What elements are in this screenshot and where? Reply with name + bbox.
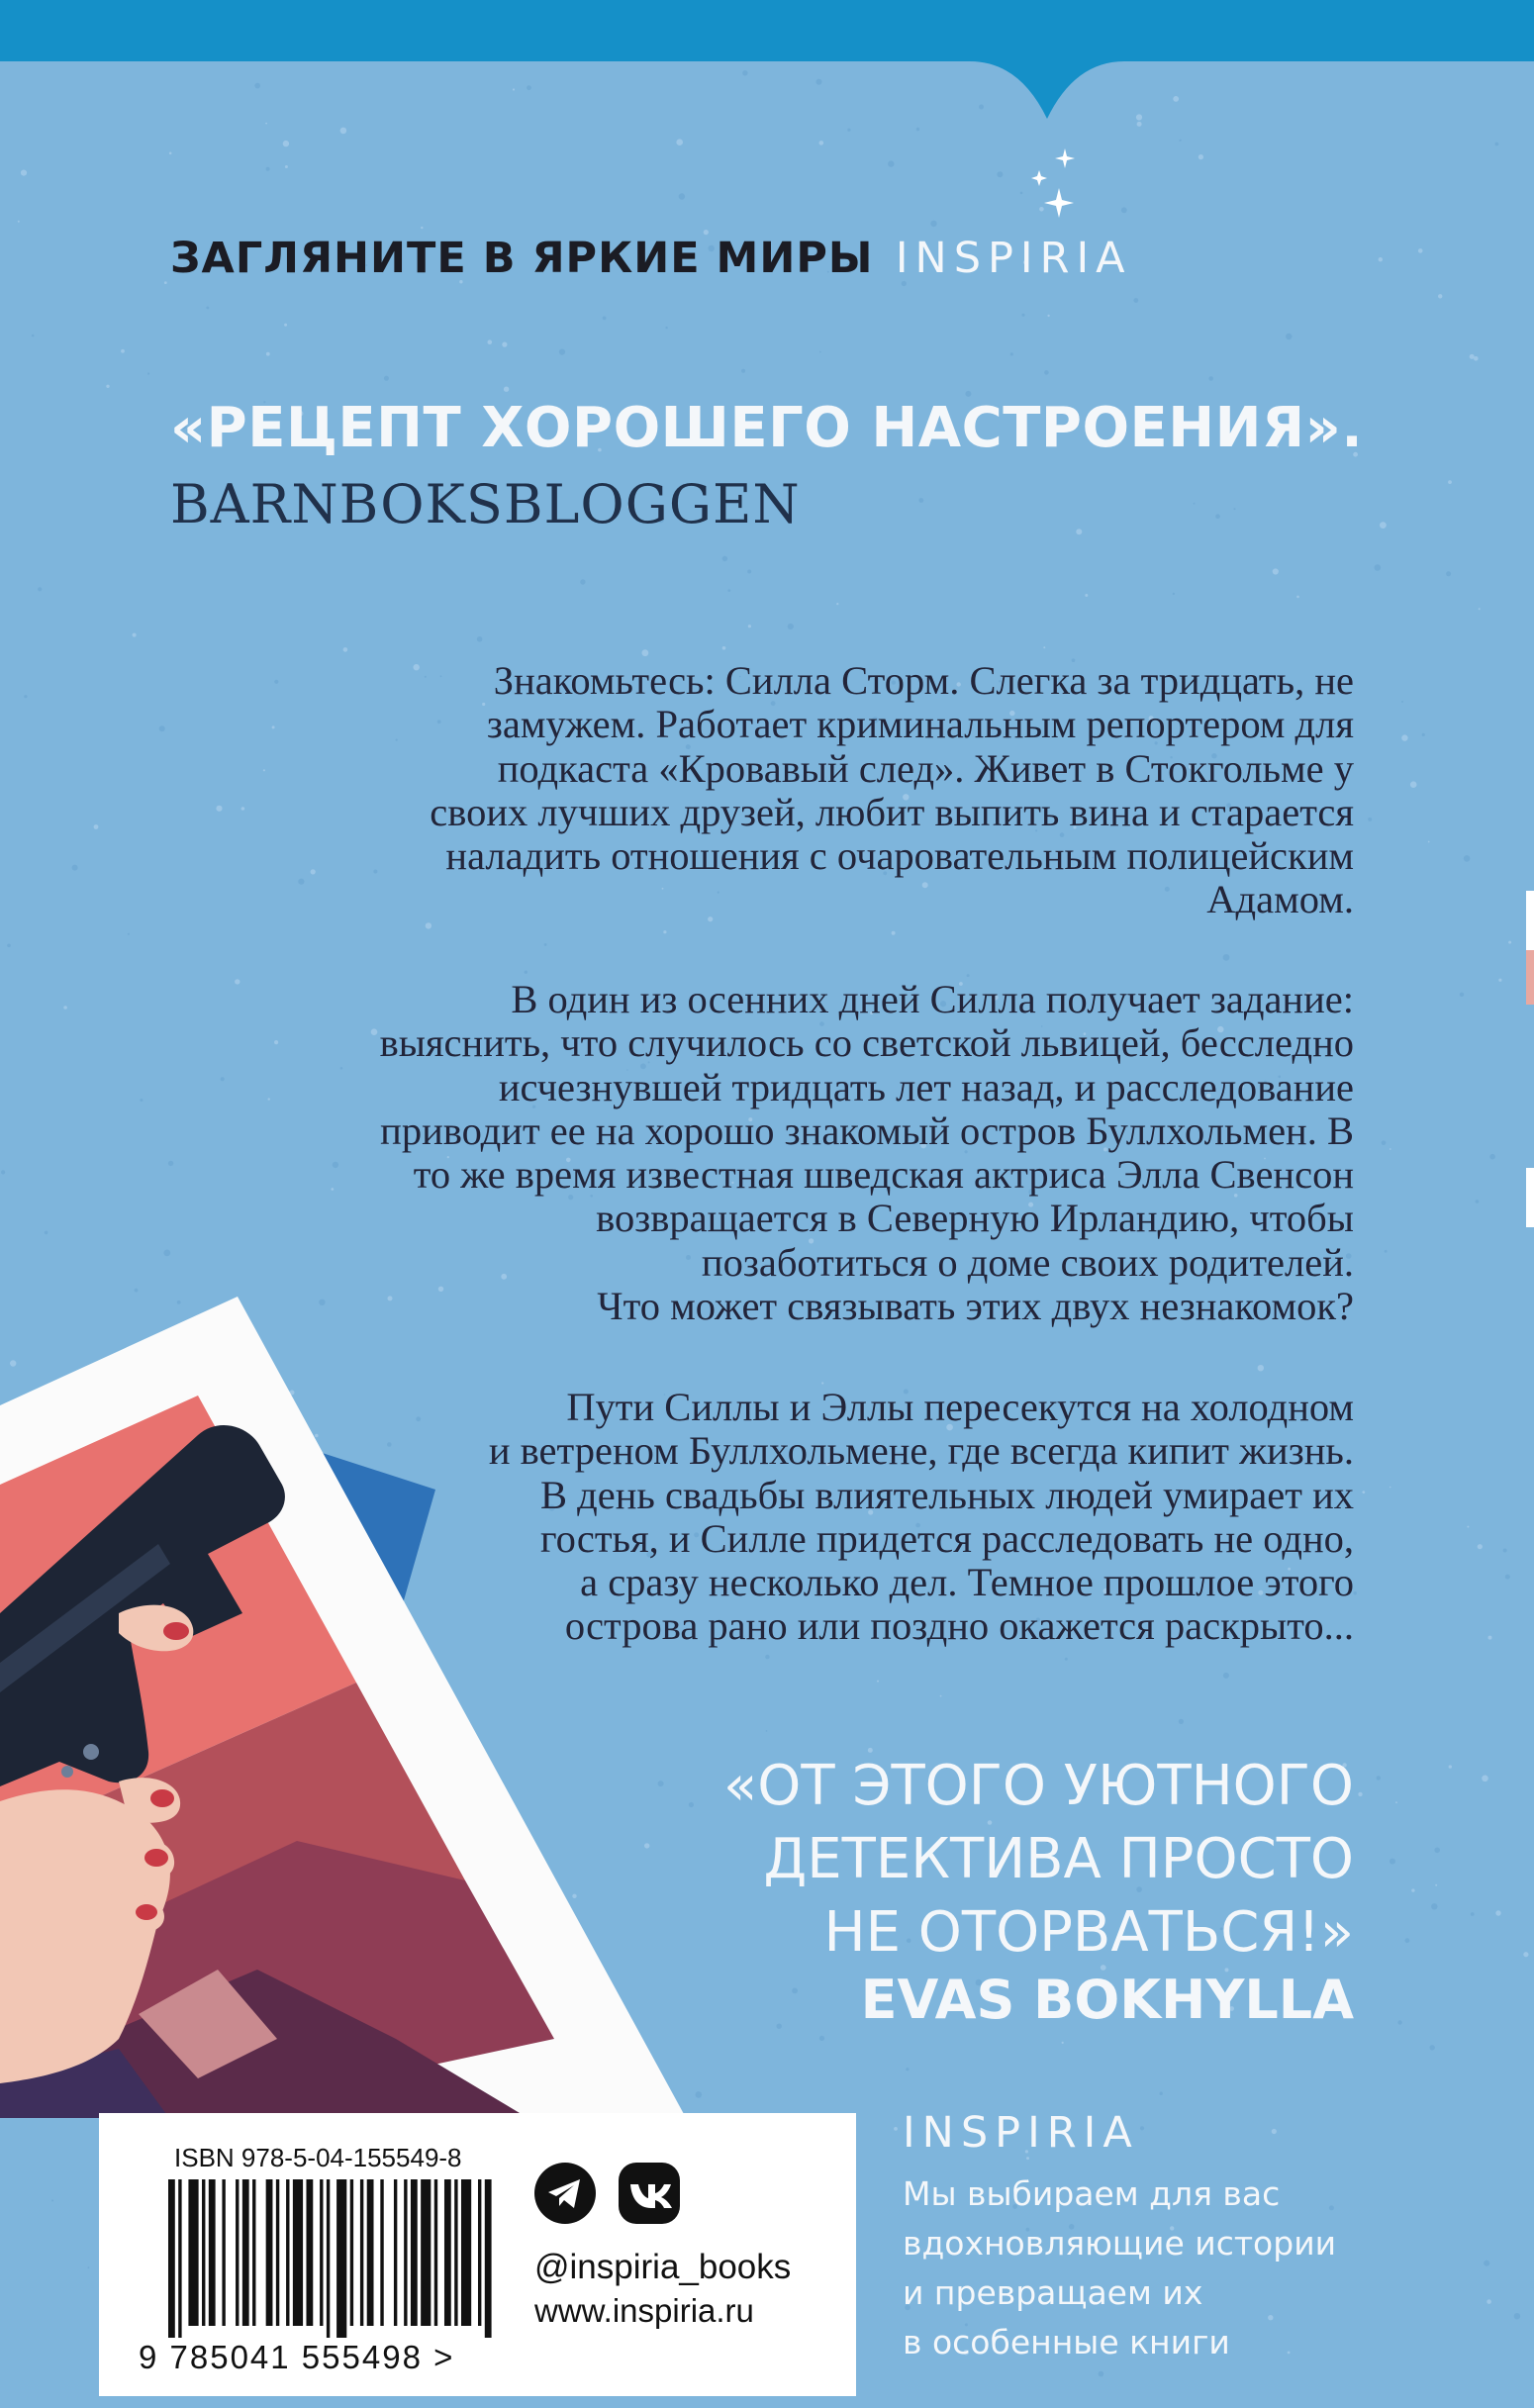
quote-line: ДЕТЕКТИВА ПРОСТО <box>763 1827 1354 1891</box>
text-line: возвращается в Северную Ирландию, чтобы <box>596 1196 1354 1241</box>
text-line: замужем. Работает криминальным репортером для <box>486 702 1354 747</box>
text-line: а сразу несколько дел. Темное прошлое этого <box>580 1560 1354 1605</box>
text-line: в особенные книги <box>903 2323 1230 2361</box>
description-paragraph-2 <box>380 978 1354 1328</box>
sparkle-stars-icon <box>1029 146 1089 221</box>
text-line: Знакомьтесь: Силла Сторм. Слегка за тридцать, не <box>493 658 1354 703</box>
text-line: гостья, и Силле придется расследовать не одно, <box>539 1515 1354 1561</box>
tagline-text: ЗАГЛЯНИТЕ В ЯРКИЕ МИРЫ <box>170 234 874 283</box>
text-line: подкаста «Кровавый след». Живет в Стокгольме у <box>497 745 1354 791</box>
text-line: В один из осенних дней Силла получает задание: <box>511 977 1354 1021</box>
vk-icon[interactable] <box>619 2163 680 2224</box>
text-line: наладить отношения с очаровательным полицейским <box>445 833 1354 879</box>
text-line: своих лучших друзей, любит выпить вина и старается <box>430 789 1354 834</box>
edge-mark <box>1526 1168 1534 1227</box>
telegram-icon[interactable] <box>534 2163 596 2224</box>
text-line: вдохновляющие истории <box>903 2224 1337 2263</box>
publisher-description <box>903 2169 1336 2367</box>
review-quote-top: «РЕЦЕПТ ХОРОШЕГО НАСТРОЕНИЯ». <box>170 396 1364 460</box>
barcode-icon <box>168 2179 495 2338</box>
barcode-number: 9 785041 555498 > <box>139 2339 455 2375</box>
text-line: исчезнувшей тридцать лет назад, и расследование <box>498 1064 1354 1109</box>
text-line: позаботиться о доме своих родителей. <box>701 1239 1354 1285</box>
quote-line: «ОТ ЭТОГО УЮТНОГО <box>723 1754 1354 1818</box>
text-line: В день свадьбы влиятельных людей умирает их <box>539 1472 1354 1517</box>
social-handle[interactable]: @inspiria_books <box>534 2248 792 2286</box>
series-tagline <box>170 234 1132 283</box>
text-line: выяснить, что случилось со светской львицей, бесследно <box>379 1020 1354 1066</box>
description-paragraph-3 <box>489 1386 1354 1649</box>
text-line: острова рано или поздно окажется раскрыто... <box>564 1603 1354 1649</box>
review-source-bottom: EVAS BOKHYLLA <box>860 1969 1354 2031</box>
quote-line: НЕ ОТОРВАТЬСЯ!» <box>823 1900 1354 1965</box>
edge-mark <box>1526 891 1534 950</box>
publisher-logo-text: INSPIRIA <box>903 2108 1139 2158</box>
text-line: и превращаем их <box>903 2273 1203 2312</box>
text-line: Пути Силлы и Эллы пересекутся на холодном <box>566 1385 1354 1429</box>
review-source-top: BARNBOKSBLOGGEN <box>170 473 801 535</box>
text-line: приводит ее на хорошо знакомый остров Буллхольмен. В <box>380 1108 1354 1153</box>
text-line: и ветреном Буллхольмене, где всегда кипит жизнь. <box>488 1428 1354 1474</box>
website-link[interactable]: www.inspiria.ru <box>534 2292 754 2329</box>
barcode-panel <box>99 2113 856 2396</box>
text-line: Что может связывать этих двух незнакомок? <box>597 1284 1354 1329</box>
tagline-brand: INSPIRIA <box>895 234 1132 283</box>
text-line: Мы выбираем для вас <box>903 2174 1281 2213</box>
review-quote-bottom <box>723 1750 1354 1970</box>
text-line: Адамом. <box>1206 877 1354 922</box>
text-line: то же время известная шведская актриса Элла Свенсон <box>413 1152 1354 1198</box>
edge-mark <box>1526 950 1534 1005</box>
isbn-label: ISBN 978-5-04-155549-8 <box>174 2143 462 2172</box>
description-paragraph-1 <box>430 659 1354 922</box>
